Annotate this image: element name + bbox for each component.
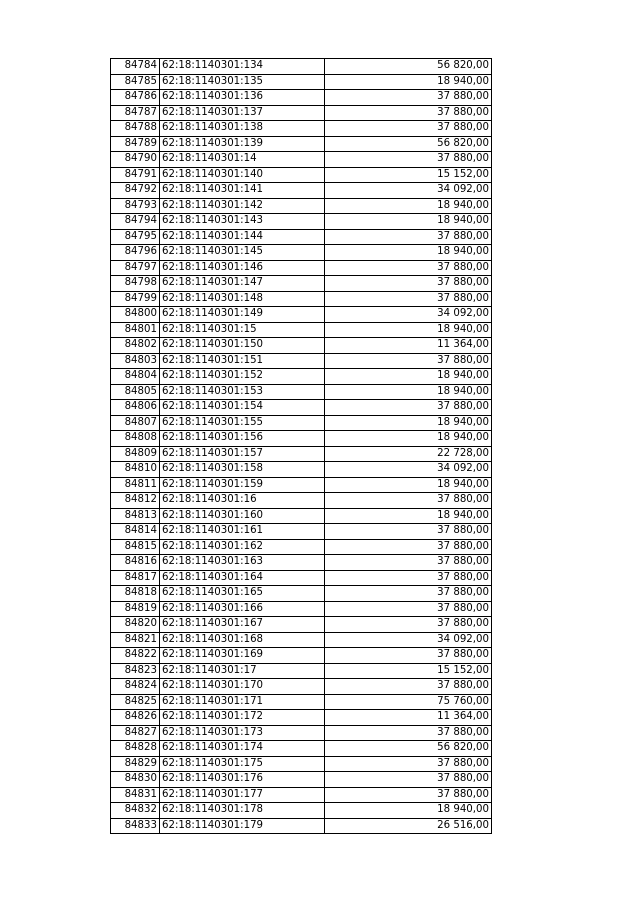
cadastral-number-cell: 62:18:1140301:152	[160, 369, 325, 385]
table-row	[111, 648, 492, 664]
cadastral-number-cell: 62:18:1140301:153	[160, 384, 325, 400]
cadastral-number-cell: 62:18:1140301:159	[160, 477, 325, 493]
row-number-cell: 84829	[111, 756, 160, 772]
amount-cell: 37 880,00	[325, 539, 492, 555]
row-number-cell: 84818	[111, 586, 160, 602]
row-number-cell: 84790	[111, 152, 160, 168]
amount-cell: 37 880,00	[325, 229, 492, 245]
amount-cell: 18 940,00	[325, 245, 492, 261]
table-row	[111, 136, 492, 152]
cadastral-number-cell: 62:18:1140301:179	[160, 818, 325, 834]
table-row	[111, 245, 492, 261]
amount-cell: 37 880,00	[325, 400, 492, 416]
amount-cell: 18 940,00	[325, 431, 492, 447]
table-row	[111, 322, 492, 338]
cadastral-number-cell: 62:18:1140301:139	[160, 136, 325, 152]
table-row	[111, 198, 492, 214]
cadastral-number-cell: 62:18:1140301:14	[160, 152, 325, 168]
row-number-cell: 84805	[111, 384, 160, 400]
cadastral-number-cell: 62:18:1140301:171	[160, 694, 325, 710]
cadastral-number-cell: 62:18:1140301:167	[160, 617, 325, 633]
row-number-cell: 84807	[111, 415, 160, 431]
amount-cell: 15 152,00	[325, 663, 492, 679]
cadastral-number-cell: 62:18:1140301:156	[160, 431, 325, 447]
cadastral-number-cell: 62:18:1140301:154	[160, 400, 325, 416]
table-row	[111, 121, 492, 137]
cadastral-number-cell: 62:18:1140301:164	[160, 570, 325, 586]
table-row	[111, 787, 492, 803]
cadastral-number-cell: 62:18:1140301:147	[160, 276, 325, 292]
row-number-cell: 84828	[111, 741, 160, 757]
amount-cell: 11 364,00	[325, 338, 492, 354]
table-row	[111, 338, 492, 354]
row-number-cell: 84793	[111, 198, 160, 214]
amount-cell: 37 880,00	[325, 679, 492, 695]
table-row	[111, 601, 492, 617]
row-number-cell: 84827	[111, 725, 160, 741]
amount-cell: 56 820,00	[325, 59, 492, 75]
cadastral-number-cell: 62:18:1140301:165	[160, 586, 325, 602]
table-row	[111, 493, 492, 509]
amount-cell: 37 880,00	[325, 772, 492, 788]
row-number-cell: 84792	[111, 183, 160, 199]
amount-cell: 75 760,00	[325, 694, 492, 710]
cadastral-number-cell: 62:18:1140301:138	[160, 121, 325, 137]
amount-cell: 37 880,00	[325, 353, 492, 369]
amount-cell: 18 940,00	[325, 369, 492, 385]
cadastral-number-cell: 62:18:1140301:155	[160, 415, 325, 431]
table-row	[111, 90, 492, 106]
row-number-cell: 84823	[111, 663, 160, 679]
table-row	[111, 818, 492, 834]
amount-cell: 37 880,00	[325, 90, 492, 106]
amount-cell: 37 880,00	[325, 570, 492, 586]
cadastral-number-cell: 62:18:1140301:146	[160, 260, 325, 276]
amount-cell: 18 940,00	[325, 508, 492, 524]
table-row	[111, 803, 492, 819]
table-row	[111, 617, 492, 633]
row-number-cell: 84801	[111, 322, 160, 338]
table-row	[111, 772, 492, 788]
row-number-cell: 84830	[111, 772, 160, 788]
cadastral-number-cell: 62:18:1140301:176	[160, 772, 325, 788]
amount-cell: 34 092,00	[325, 632, 492, 648]
amount-cell: 18 940,00	[325, 415, 492, 431]
table-row	[111, 756, 492, 772]
cadastral-number-cell: 62:18:1140301:160	[160, 508, 325, 524]
table-row	[111, 167, 492, 183]
cadastral-number-cell: 62:18:1140301:169	[160, 648, 325, 664]
row-number-cell: 84789	[111, 136, 160, 152]
row-number-cell: 84825	[111, 694, 160, 710]
cadastral-number-cell: 62:18:1140301:170	[160, 679, 325, 695]
table-row	[111, 229, 492, 245]
cadastral-number-cell: 62:18:1140301:173	[160, 725, 325, 741]
cadastral-number-cell: 62:18:1140301:166	[160, 601, 325, 617]
cadastral-number-cell: 62:18:1140301:144	[160, 229, 325, 245]
row-number-cell: 84816	[111, 555, 160, 571]
amount-cell: 18 940,00	[325, 477, 492, 493]
cadastral-number-cell: 62:18:1140301:137	[160, 105, 325, 121]
amount-cell: 37 880,00	[325, 493, 492, 509]
records-table-body	[111, 59, 492, 834]
row-number-cell: 84815	[111, 539, 160, 555]
amount-cell: 15 152,00	[325, 167, 492, 183]
amount-cell: 37 880,00	[325, 756, 492, 772]
table-row	[111, 663, 492, 679]
table-row	[111, 214, 492, 230]
table-row	[111, 105, 492, 121]
table-row	[111, 555, 492, 571]
row-number-cell: 84784	[111, 59, 160, 75]
row-number-cell: 84817	[111, 570, 160, 586]
amount-cell: 37 880,00	[325, 524, 492, 540]
table-row	[111, 276, 492, 292]
row-number-cell: 84799	[111, 291, 160, 307]
row-number-cell: 84821	[111, 632, 160, 648]
amount-cell: 18 940,00	[325, 198, 492, 214]
row-number-cell: 84785	[111, 74, 160, 90]
table-row	[111, 59, 492, 75]
amount-cell: 18 940,00	[325, 803, 492, 819]
row-number-cell: 84832	[111, 803, 160, 819]
document-page	[110, 58, 491, 834]
table-row	[111, 384, 492, 400]
row-number-cell: 84802	[111, 338, 160, 354]
table-row	[111, 369, 492, 385]
table-row	[111, 183, 492, 199]
cadastral-number-cell: 62:18:1140301:148	[160, 291, 325, 307]
table-row	[111, 508, 492, 524]
cadastral-number-cell: 62:18:1140301:151	[160, 353, 325, 369]
cadastral-number-cell: 62:18:1140301:150	[160, 338, 325, 354]
cadastral-number-cell: 62:18:1140301:141	[160, 183, 325, 199]
amount-cell: 37 880,00	[325, 787, 492, 803]
amount-cell: 34 092,00	[325, 307, 492, 323]
table-row	[111, 694, 492, 710]
records-table	[110, 58, 492, 834]
amount-cell: 11 364,00	[325, 710, 492, 726]
row-number-cell: 84800	[111, 307, 160, 323]
row-number-cell: 84811	[111, 477, 160, 493]
row-number-cell: 84820	[111, 617, 160, 633]
row-number-cell: 84809	[111, 446, 160, 462]
row-number-cell: 84795	[111, 229, 160, 245]
amount-cell: 26 516,00	[325, 818, 492, 834]
amount-cell: 18 940,00	[325, 384, 492, 400]
amount-cell: 37 880,00	[325, 586, 492, 602]
cadastral-number-cell: 62:18:1140301:168	[160, 632, 325, 648]
cadastral-number-cell: 62:18:1140301:15	[160, 322, 325, 338]
table-row	[111, 446, 492, 462]
table-row	[111, 586, 492, 602]
row-number-cell: 84797	[111, 260, 160, 276]
cadastral-number-cell: 62:18:1140301:177	[160, 787, 325, 803]
row-number-cell: 84791	[111, 167, 160, 183]
row-number-cell: 84806	[111, 400, 160, 416]
cadastral-number-cell: 62:18:1140301:158	[160, 462, 325, 478]
amount-cell: 34 092,00	[325, 462, 492, 478]
row-number-cell: 84810	[111, 462, 160, 478]
amount-cell: 37 880,00	[325, 555, 492, 571]
row-number-cell: 84787	[111, 105, 160, 121]
table-row	[111, 307, 492, 323]
row-number-cell: 84803	[111, 353, 160, 369]
table-row	[111, 710, 492, 726]
row-number-cell: 84786	[111, 90, 160, 106]
amount-cell: 56 820,00	[325, 136, 492, 152]
amount-cell: 37 880,00	[325, 121, 492, 137]
row-number-cell: 84814	[111, 524, 160, 540]
cadastral-number-cell: 62:18:1140301:149	[160, 307, 325, 323]
cadastral-number-cell: 62:18:1140301:142	[160, 198, 325, 214]
cadastral-number-cell: 62:18:1140301:136	[160, 90, 325, 106]
row-number-cell: 84833	[111, 818, 160, 834]
amount-cell: 18 940,00	[325, 74, 492, 90]
table-row	[111, 741, 492, 757]
row-number-cell: 84822	[111, 648, 160, 664]
table-row	[111, 539, 492, 555]
amount-cell: 37 880,00	[325, 276, 492, 292]
amount-cell: 22 728,00	[325, 446, 492, 462]
row-number-cell: 84812	[111, 493, 160, 509]
amount-cell: 37 880,00	[325, 601, 492, 617]
amount-cell: 18 940,00	[325, 214, 492, 230]
row-number-cell: 84804	[111, 369, 160, 385]
table-row	[111, 291, 492, 307]
table-row	[111, 570, 492, 586]
amount-cell: 37 880,00	[325, 105, 492, 121]
row-number-cell: 84798	[111, 276, 160, 292]
row-number-cell: 84796	[111, 245, 160, 261]
table-row	[111, 353, 492, 369]
amount-cell: 34 092,00	[325, 183, 492, 199]
table-row	[111, 431, 492, 447]
cadastral-number-cell: 62:18:1140301:161	[160, 524, 325, 540]
row-number-cell: 84819	[111, 601, 160, 617]
table-row	[111, 462, 492, 478]
table-row	[111, 74, 492, 90]
row-number-cell: 84826	[111, 710, 160, 726]
row-number-cell: 84831	[111, 787, 160, 803]
cadastral-number-cell: 62:18:1140301:17	[160, 663, 325, 679]
row-number-cell: 84788	[111, 121, 160, 137]
amount-cell: 37 880,00	[325, 617, 492, 633]
amount-cell: 37 880,00	[325, 152, 492, 168]
amount-cell: 37 880,00	[325, 725, 492, 741]
cadastral-number-cell: 62:18:1140301:134	[160, 59, 325, 75]
cadastral-number-cell: 62:18:1140301:145	[160, 245, 325, 261]
amount-cell: 37 880,00	[325, 291, 492, 307]
table-row	[111, 679, 492, 695]
cadastral-number-cell: 62:18:1140301:175	[160, 756, 325, 772]
row-number-cell: 84808	[111, 431, 160, 447]
table-row	[111, 415, 492, 431]
row-number-cell: 84794	[111, 214, 160, 230]
row-number-cell: 84824	[111, 679, 160, 695]
cadastral-number-cell: 62:18:1140301:157	[160, 446, 325, 462]
table-row	[111, 632, 492, 648]
table-row	[111, 524, 492, 540]
cadastral-number-cell: 62:18:1140301:140	[160, 167, 325, 183]
amount-cell: 18 940,00	[325, 322, 492, 338]
table-row	[111, 400, 492, 416]
cadastral-number-cell: 62:18:1140301:174	[160, 741, 325, 757]
cadastral-number-cell: 62:18:1140301:163	[160, 555, 325, 571]
table-row	[111, 260, 492, 276]
amount-cell: 37 880,00	[325, 260, 492, 276]
table-row	[111, 725, 492, 741]
amount-cell: 56 820,00	[325, 741, 492, 757]
amount-cell: 37 880,00	[325, 648, 492, 664]
cadastral-number-cell: 62:18:1140301:16	[160, 493, 325, 509]
row-number-cell: 84813	[111, 508, 160, 524]
cadastral-number-cell: 62:18:1140301:162	[160, 539, 325, 555]
cadastral-number-cell: 62:18:1140301:172	[160, 710, 325, 726]
table-row	[111, 152, 492, 168]
cadastral-number-cell: 62:18:1140301:143	[160, 214, 325, 230]
cadastral-number-cell: 62:18:1140301:178	[160, 803, 325, 819]
table-row	[111, 477, 492, 493]
cadastral-number-cell: 62:18:1140301:135	[160, 74, 325, 90]
